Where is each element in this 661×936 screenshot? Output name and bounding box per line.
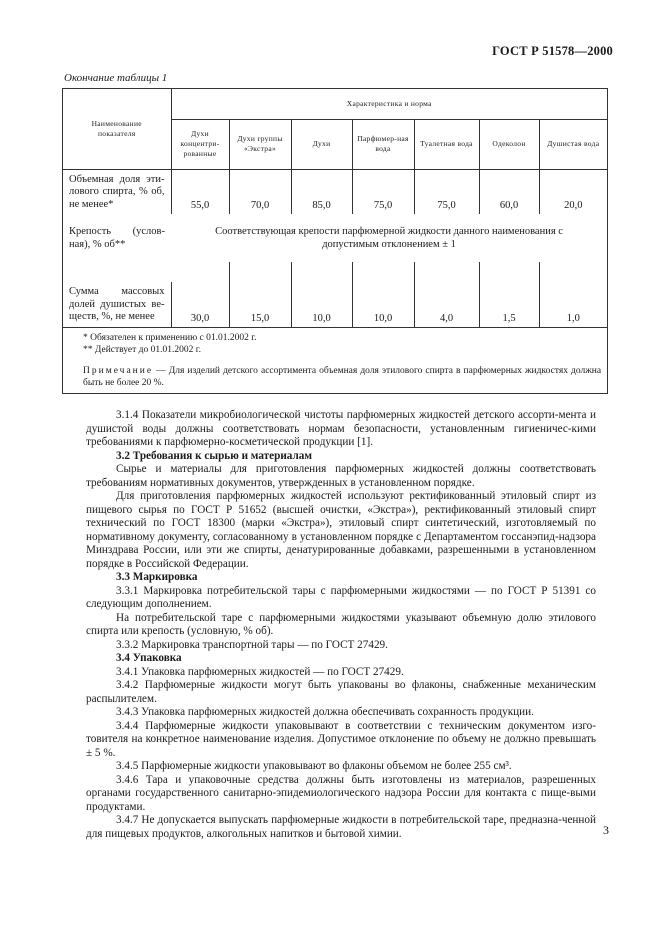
note-label: Примечание (83, 365, 154, 376)
note-text: — Для изделий детского ассортимента объемная доля этилового спирта в парфюмерных жидкостях должна быть не более 20 %. (83, 365, 602, 388)
paragraph: 3.4.6 Тара и упаковочные средства должны быть изготовлены из материалов, разрешенных органами государственного санитарно-эпидемиологического надзора России для контакта с пище-выми продуктами. (86, 773, 596, 813)
row-value: 75,0 (414, 169, 479, 214)
paragraph: 3.4.5 Парфюмерные жидкости упаковывают во флаконы объемом не более 255 см³. (116, 760, 512, 772)
row-value: 10,0 (291, 282, 352, 327)
row-value: 55,0 (171, 169, 229, 214)
row-value: 1,0 (539, 282, 607, 327)
column-header: Туалетная вода (414, 119, 479, 169)
section-heading: 3.2 Требования к сырью и материалам (116, 449, 312, 462)
table-footnotes (63, 327, 607, 359)
row-value: 10,0 (352, 282, 414, 327)
paragraph: 3.4.2 Парфюмерные жидкости могут быть упакованы во флаконы, снабженные механическим распылителем. (86, 679, 596, 705)
row-value: 60,0 (479, 169, 539, 214)
row-value: 4,0 (414, 282, 479, 327)
row-value: 70,0 (229, 169, 291, 214)
group-header: Характеристика и норма (171, 89, 607, 119)
paragraph: 3.1.4 Показатели микробиологической чистоты парфюмерных жидкостей детского ассорти-мента и душистой воды должны соответствовать нормам безопасности, установленным гигиеничес-кими требованиями к парфюмерно-косметической продукции [1]. (86, 409, 596, 448)
paragraph: 3.3.2 Маркировка транспортной тары — по ГОСТ 27429. (116, 638, 388, 651)
paragraph: 3.4.4 Парфюмерные жидкости упаковывают в соответствии с техническим документом изго-товителя на конкретное наименование изделия. Допустимое отклонение по объему не должно превышать ± 5 %. (86, 719, 596, 759)
column-header: Духи группы «Экстра» (229, 119, 291, 169)
paragraph: 3.3.1 Маркировка потребительской тары с парфюмерными жидкостями — по ГОСТ Р 51391 со следующим дополнением. (86, 584, 596, 610)
paragraph: 3.4.7 Не допускается выпускать парфюмерные жидкости в потребительской таре, предназна-ченной для пищевых продуктов, алкогольных напитков и бытовой химии. (86, 814, 596, 840)
column-header: Душистая вода (539, 119, 607, 169)
row-name: Объемная доля эти-лового спирта, % об, не менее* (69, 173, 165, 210)
row-name: Сумма массовых долей душистых ве-ществ, %, не менее (63, 282, 171, 327)
table-note (63, 359, 607, 393)
section-heading: 3.3 Маркировка (116, 571, 198, 583)
table-row (63, 282, 607, 327)
row-value: 15,0 (229, 282, 291, 327)
characteristics-table (62, 88, 608, 394)
paragraph: Для приготовления парфюмерных жидкостей используют ректификованный этиловый спирт из пищевого сырья по ГОСТ Р 51652 (высшей очистки, «Экстра»), ректификованный этиловый спирт технический по ГОСТ 18300 (марки «Экстра»), этиловый спирт синтетический, изготовляемый по нормативному документу, согласованному в установленном порядке с Департаментом госсанэпид-надзора Минздрава России, или эти же спирты, денатурированные добавками, разрешенными в установленном порядке в Российской Федерации. (86, 490, 596, 570)
document-id: ГОСТ Р 51578—2000 (492, 44, 613, 58)
footnote: ** Действует до 01.01.2002 г. (83, 344, 201, 355)
paragraph: На потребительской таре с парфюмерными жидкостями указывают объемную долю этилового спирта или крепость (условную, % об). (86, 611, 596, 637)
row-value: 85,0 (291, 169, 352, 214)
column-header: Духи (291, 119, 352, 169)
table-row (63, 214, 607, 262)
section-heading: 3.4 Упаковка (116, 652, 182, 664)
paragraph: 3.4.1 Упаковка парфюмерных жидкостей — по ГОСТ 27429. (116, 665, 404, 678)
column-header: Парфюмер-ная вода (352, 119, 414, 169)
row-span-value: Соответствующая крепости парфюмерной жидкости данного наименования с допустимым отклонением ± 1 (215, 226, 563, 250)
table-caption: Окончание таблицы 1 (64, 72, 168, 84)
column-header-name: Наименование показателя (63, 89, 171, 169)
row-value: 1,5 (479, 282, 539, 327)
footnote: * Обязателен к применению с 01.01.2002 г. (83, 332, 257, 343)
row-value: 75,0 (352, 169, 414, 214)
column-header: Одеколон (479, 119, 539, 169)
page-number: 3 (603, 823, 609, 837)
paragraph: Сырье и материалы для приготовления парфюмерных жидкостей должны соответствовать требованиям нормативных документов, утвержденных в установленном порядке. (86, 463, 596, 489)
table-row (63, 169, 607, 214)
row-name: Крепость (услов-ная), % об** (69, 226, 165, 250)
column-header: Духи концентри-рованные (171, 119, 229, 169)
row-value: 20,0 (539, 169, 607, 214)
paragraph: 3.4.3 Упаковка парфюмерных жидкостей должна обеспечивать сохранность продукции. (116, 706, 534, 718)
body-text (86, 409, 596, 841)
row-value: 30,0 (171, 282, 229, 327)
